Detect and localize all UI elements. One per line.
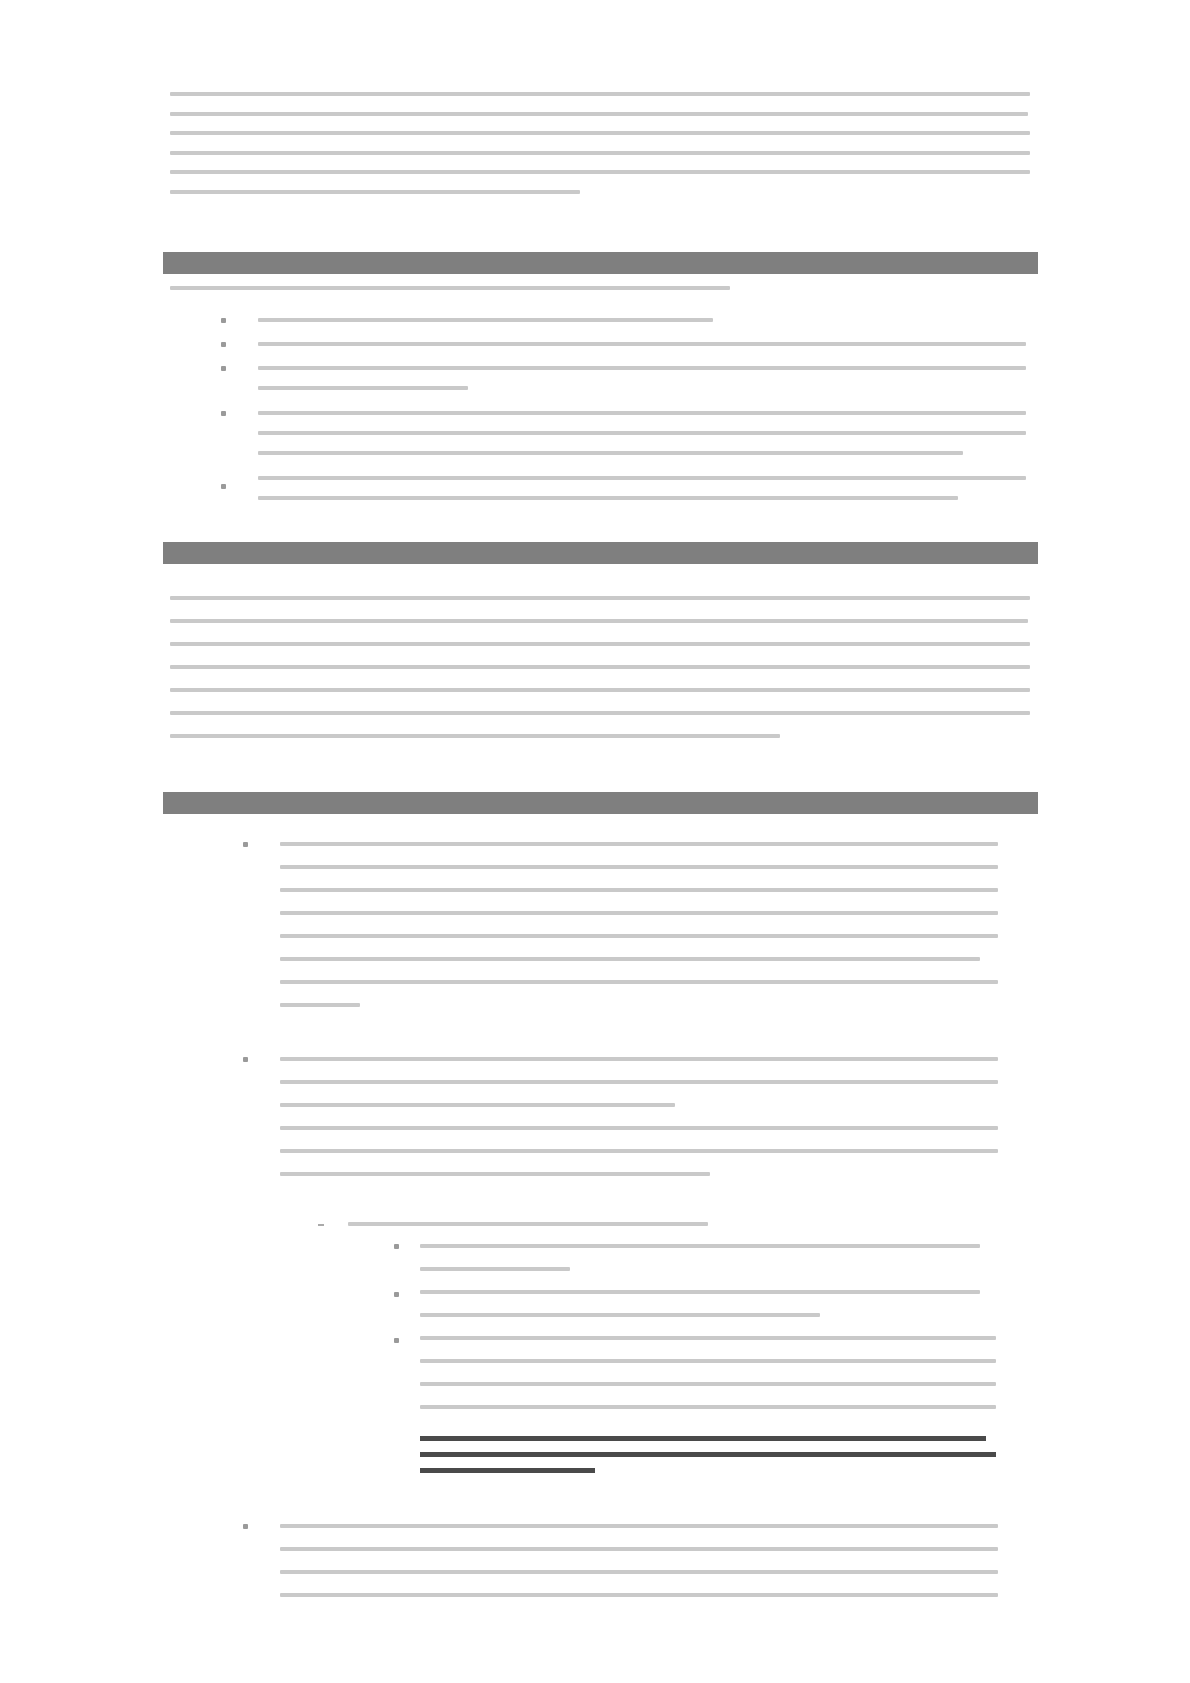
text-line xyxy=(420,1267,570,1271)
intro-paragraph xyxy=(170,92,1030,209)
bullet-marker xyxy=(221,411,226,416)
text-line xyxy=(280,1149,998,1153)
text-line xyxy=(280,980,998,984)
text-line xyxy=(170,190,580,194)
text-line xyxy=(258,451,963,455)
text-line xyxy=(280,1103,675,1107)
reference-link[interactable] xyxy=(420,1436,996,1502)
text-line xyxy=(170,170,1030,174)
text-line xyxy=(170,688,1030,692)
text-line xyxy=(170,734,780,738)
sublist-heading xyxy=(348,1222,708,1242)
text-line xyxy=(170,596,1030,600)
evaluation-item-2 xyxy=(280,1057,998,1192)
bullet-marker xyxy=(243,1057,248,1062)
bullet-marker xyxy=(221,342,226,347)
text-line xyxy=(258,411,1026,415)
methodology-paragraph xyxy=(170,596,1030,754)
text-line xyxy=(420,1359,996,1363)
text-line xyxy=(170,151,1030,155)
text-line xyxy=(258,366,1026,370)
text-line xyxy=(280,1524,998,1528)
text-line xyxy=(280,842,998,846)
text-line xyxy=(280,1080,998,1084)
text-line xyxy=(420,1290,980,1294)
text-line xyxy=(170,711,1030,715)
text-line xyxy=(258,496,958,500)
text-line xyxy=(280,1570,998,1574)
bullet-marker xyxy=(221,366,226,371)
text-line xyxy=(280,1057,998,1061)
text-line xyxy=(170,92,1030,96)
text-line xyxy=(280,911,998,915)
text-line xyxy=(280,1593,998,1597)
text-line xyxy=(258,342,1026,346)
text-line xyxy=(280,934,998,938)
text-line xyxy=(280,865,998,869)
text-line xyxy=(348,1222,708,1226)
bullet-marker xyxy=(394,1244,399,1249)
text-line xyxy=(420,1405,996,1409)
text-line xyxy=(258,431,1026,435)
objectives-intro xyxy=(170,286,730,306)
bullet-marker xyxy=(221,318,226,323)
text-line xyxy=(170,665,1030,669)
link-line[interactable] xyxy=(420,1452,996,1457)
text-line xyxy=(280,957,980,961)
bullet-marker xyxy=(221,484,226,489)
text-line xyxy=(280,888,998,892)
bullet-marker xyxy=(394,1292,399,1297)
text-line xyxy=(258,318,713,322)
text-line xyxy=(280,1547,998,1551)
text-line xyxy=(258,386,468,390)
evaluation-item-1 xyxy=(280,842,998,1023)
text-line xyxy=(170,619,1028,623)
sublist-marker xyxy=(318,1224,324,1226)
section-header-metodologia xyxy=(163,542,1038,564)
link-line[interactable] xyxy=(420,1468,595,1473)
text-line xyxy=(170,112,1028,116)
text-line xyxy=(280,1126,998,1130)
objectives-list xyxy=(258,318,1028,516)
text-line xyxy=(280,1172,710,1176)
text-line xyxy=(420,1244,980,1248)
link-line[interactable] xyxy=(420,1436,986,1441)
text-line xyxy=(170,642,1030,646)
bullet-marker xyxy=(243,1524,248,1529)
reference-list xyxy=(420,1244,996,1425)
text-line xyxy=(420,1313,820,1317)
evaluation-item-3 xyxy=(280,1524,998,1613)
text-line xyxy=(280,1003,360,1007)
bullet-marker xyxy=(394,1338,399,1343)
text-line xyxy=(420,1336,996,1340)
text-line xyxy=(170,131,1030,135)
text-line xyxy=(170,286,730,290)
text-line xyxy=(420,1382,996,1386)
section-header-objetivos xyxy=(163,252,1038,274)
bullet-marker xyxy=(243,842,248,847)
section-header-evaluacion xyxy=(163,792,1038,814)
text-line xyxy=(258,476,1026,480)
